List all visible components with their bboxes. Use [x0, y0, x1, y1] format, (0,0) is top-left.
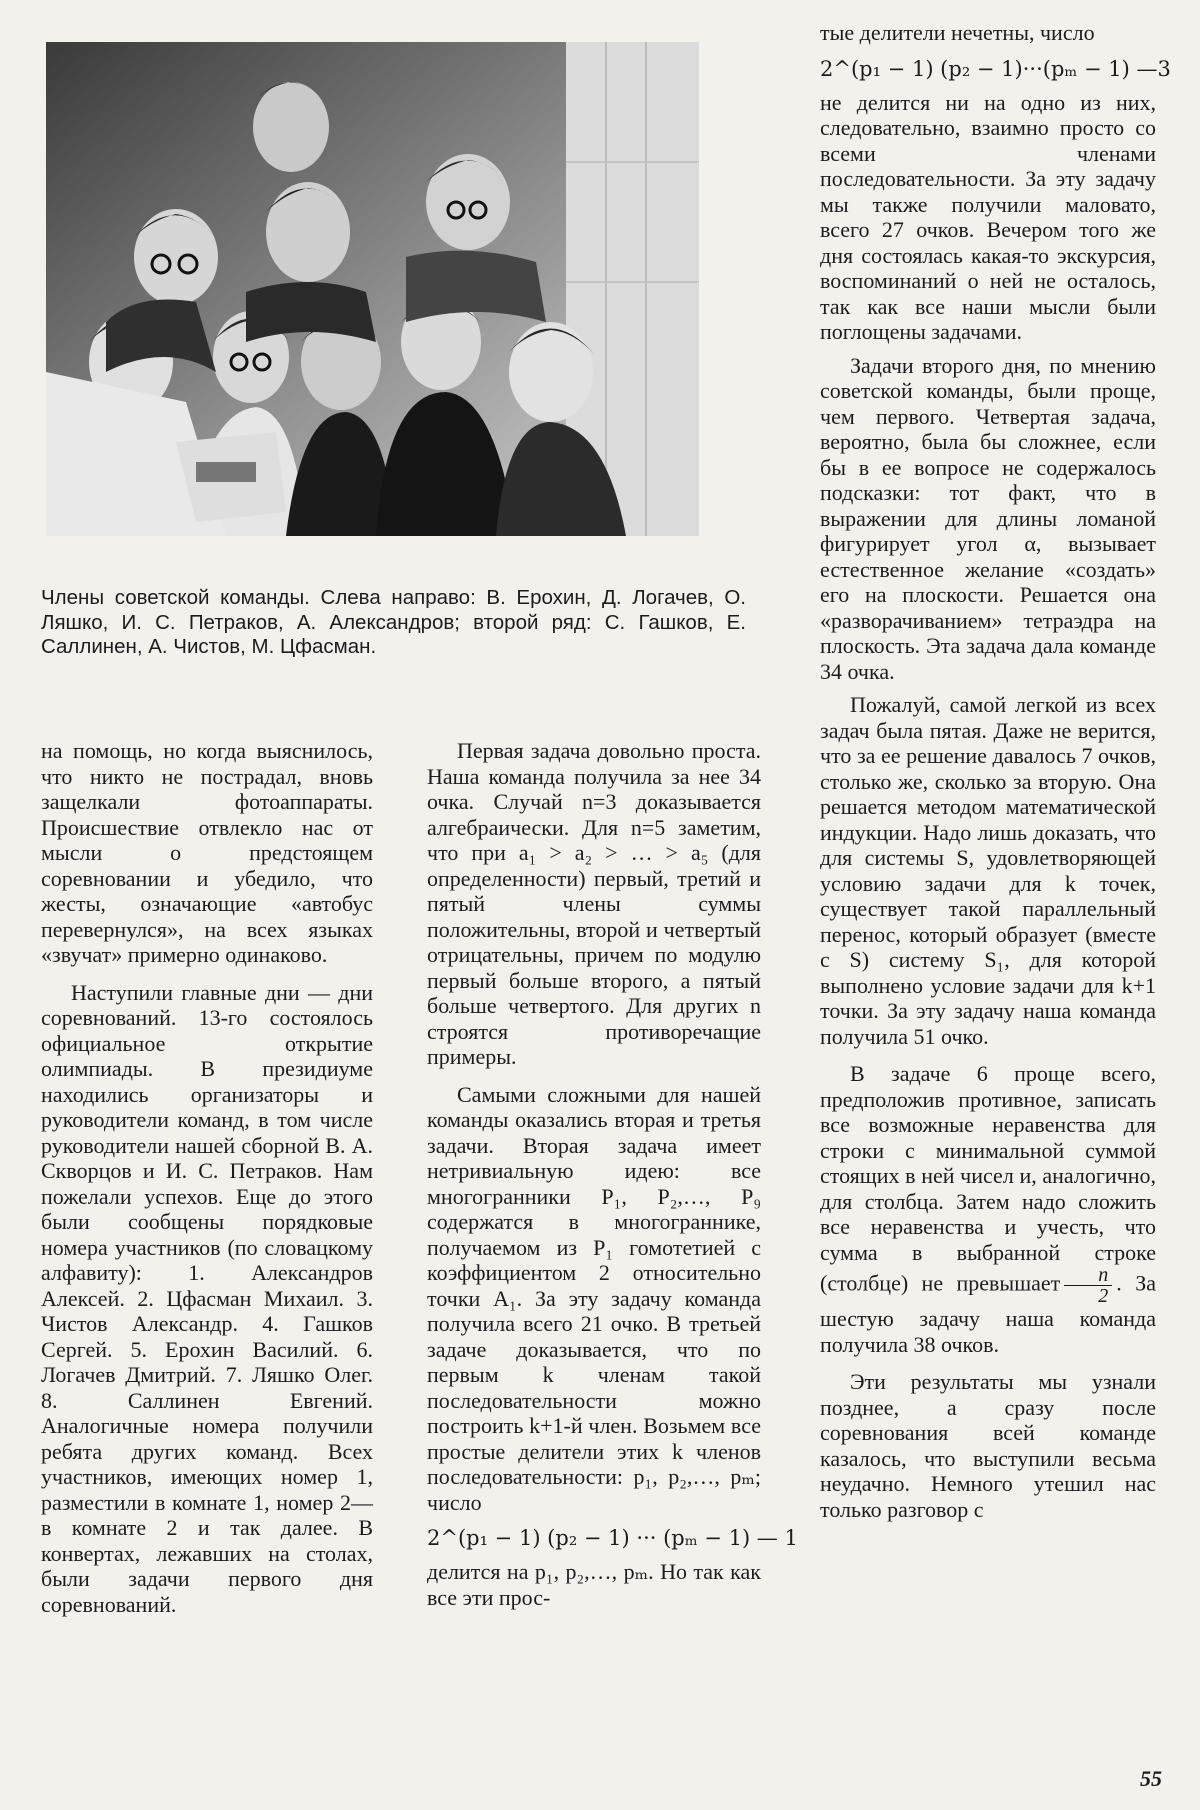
fraction-numerator: n [1064, 1265, 1112, 1286]
paragraph: на помощь, но когда выяснилось, что никто не пострадал, вновь защелкали фотоаппараты. Происшествие отвлекло нас от мысли о предстоящем соревновании и убедило, что жесты, означающие «автобус перевернулся», на всех языках «звучат» примерно одинаково. [41, 738, 373, 967]
page-number: 55 [1140, 1766, 1162, 1791]
paragraph-text: В задаче 6 проще всего, предположив противное, записать все возможные неравенства для строки с минимальной суммой стоящих в ней чисел и, аналогично, для столбца. Затем надо сложить все неравенства и учесть, что сумма в выбранной строке (столбце) не превышает [820, 1061, 1156, 1296]
column-middle [427, 738, 798, 1610]
formula: 2^(p₁ − 1) (p₂ − 1) ··· (pₘ − 1) — 1 [427, 1526, 798, 1550]
paragraph: Задачи второго дня, по мнению советской команды, были проще, чем первого. Четвертая задача, вероятно, была бы сложнее, если бы в ее вопросе не содержалось подсказки: тот факт, что в выражении для длины ломаной фигурирует угол α, вызывает естественное желание «создать» его на плоскости. Решается она «разворачиванием» тетраэдра на плоскость. Эта задача дала команде 34 очка. [820, 352, 1156, 684]
formula: 2^(p₁ − 1) (p₂ − 1)···(pₘ − 1) —3 [820, 56, 1171, 81]
fraction-denominator: 2 [1098, 1285, 1109, 1307]
fraction [1064, 1265, 1112, 1306]
column-right [820, 20, 1171, 1522]
paragraph: не делится ни на одно из них, следовательно, взаимно просто со всеми членами последовательности. За эту задачу мы также получили маловато, всего 27 очков. Вечером того же дня состоялась какая-то экскурсия, воспоминаний о ней не осталось, так как все наши мысли были поглощены задачами. [820, 89, 1156, 344]
column-left [41, 738, 373, 1617]
team-photo [46, 42, 699, 536]
paragraph [820, 1061, 1156, 1357]
paragraph: Эти результаты мы узнали позднее, а сразу после соревнования всей команде казалось, что выступили весьма неудачно. Немного утешил нас только разговор с [820, 1369, 1156, 1522]
paragraph: тые делители нечетны, число [820, 20, 1095, 45]
paragraph: делится на p₁, p₂,…, pₘ. Но так как все эти прос- [427, 1559, 761, 1610]
paragraph: Пожалуй, самой легкой из всех задач была пятая. Даже не верится, что за ее решение давалось 7 очков, столько же, сколько за вторую. Она решается методом математической индукции. Надо лишь доказать, что для системы S, удовлетворяющей условию задачи для k точек, существует такой параллельный перенос, который образует (вместе с S) систему S₁, для которой выполнено условие задачи для k+1 точки. За эту задачу наша команда получила 51 очко. [820, 692, 1156, 1049]
paragraph: Наступили главные дни — дни соревнований. 13-го состоялось официальное открытие олимпиады. В президиуме находились организаторы и руководители команд, в том числе руководители нашей сборной В. А. Скворцов и И. С. Петраков. Нам пожелали успехов. Еще до этого были сообщены порядковые номера участников (по словацкому алфавиту): 1. Александров Алексей. 2. Цфасман Михаил. 3. Чистов Александр. 4. Гашков Сергей. 5. Ерохин Василий. 6. Логачев Дмитрий. 7. Ляшко Олег. 8. Саллинен Евгений. Аналогичные номера получили ребята других команд. Всех участников, имеющих номер 1, разместили в комнате 1, номер 2— в комнате 2 и так далее. В конвертах, лежавших на столах, были задачи первого дня соревнований. [41, 979, 373, 1617]
paragraph: Первая задача довольно проста. Наша команда получила за нее 34 очка. Случай n=3 доказывается алгебраически. Для n=5 заметим, что при a₁ > a₂ > … > a₅ (для определенности) первый, третий и пятый члены суммы положительны, второй и четвертый отрицательны, причем по модулю первый больше второго, а пятый больше четвертого. Для других n строятся противоречащие примеры. [427, 738, 761, 1069]
photo-caption: Члены советской команды. Слева направо: В. Ерохин, Д. Логачев, О. Ляшко, И. С. Петраков, А. Александров; второй ряд: С. Гашков, Е. Саллинен, А. Чистов, М. Цфасман. [41, 586, 746, 658]
group-photo-icon [46, 42, 699, 536]
paragraph: Самыми сложными для нашей команды оказались вторая и третья задачи. Вторая задача имеет нетривиальную идею: все многогранники P₁, P₂,…, P₉ содержатся в многограннике, получаемом из P₁ гомотетией с коэффициентом 2 относительно точки A₁. За эту задачу команда получила всего 21 очко. В третьей задаче доказывается, что по первым k членам такой последовательности можно построить k+1-й член. Возьмем все простые делители этих k членов последовательности: p₁, p₂,…, pₘ; число [427, 1081, 761, 1515]
paragraph-text: . За шестую задачу наша команда получила 38 очков. [820, 1270, 1156, 1357]
